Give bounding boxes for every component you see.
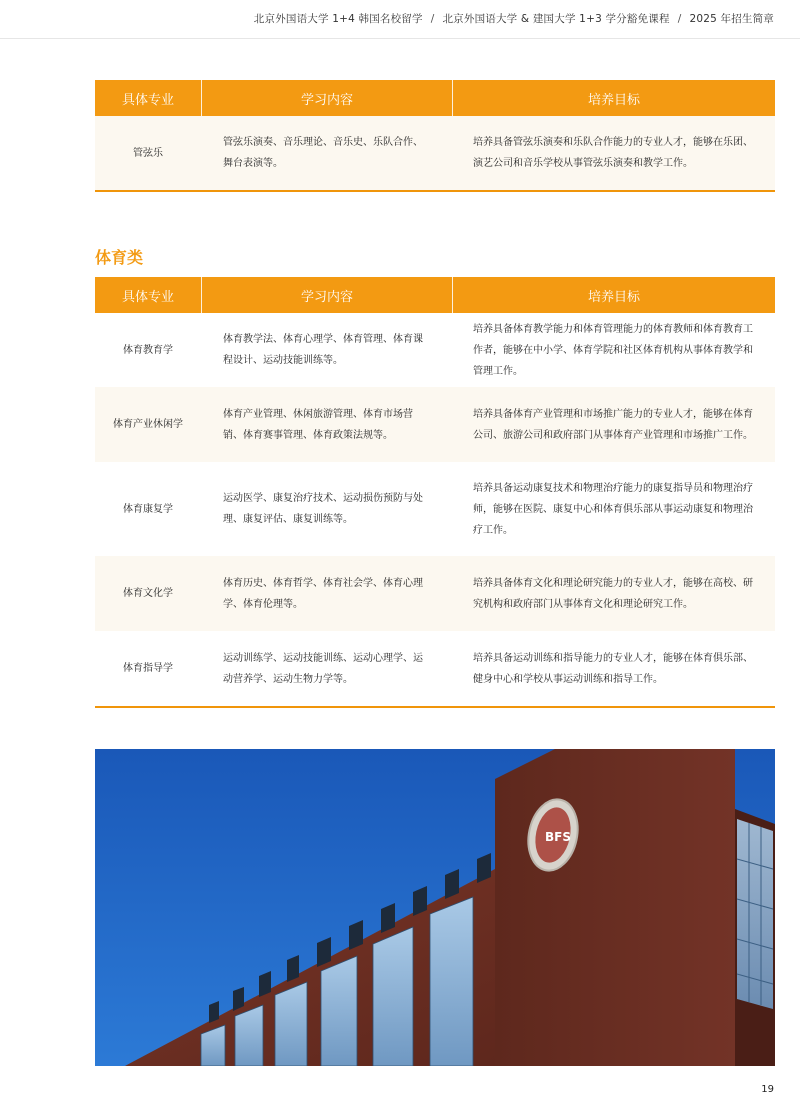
- section-title: 体育类: [95, 248, 144, 267]
- training-goal: 培养具备体育产业管理和市场推广能力的专业人才，能够在体育公司、旅游公司和政府部门从事体育产业管理和市场推广工作。: [473, 408, 753, 441]
- header-program-1: 北京外国语大学 1+4 韩国名校留学: [253, 13, 423, 25]
- major-name: 管弦乐: [133, 147, 163, 159]
- training-goal: 培养具备体育文化和理论研究能力的专业人才，能够在高校、研究机构和政府部门从事体育文化和理论研究工作。: [473, 577, 753, 610]
- major-name: 体育文化学: [123, 588, 173, 599]
- header-brochure-title: 2025 年招生简章: [689, 13, 774, 25]
- column-header-major: 具体专业: [121, 289, 174, 305]
- table-row: [95, 556, 775, 631]
- column-header-goal: 培养目标: [452, 277, 775, 313]
- column-header-content: 学习内容: [201, 80, 452, 116]
- study-content: 运动训练学、运动技能训练、运动心理学、运动营养学、运动生物力学等。: [223, 652, 423, 685]
- major-name: 体育教育学: [123, 344, 173, 356]
- header-separator: /: [430, 13, 435, 25]
- column-header-goal: 培养目标: [452, 80, 775, 116]
- header-separator: /: [677, 13, 682, 25]
- table-header: [95, 80, 775, 116]
- study-content: 体育产业管理、休闲旅游管理、体育市场营销、体育赛事管理、体育政策法规等。: [223, 408, 413, 441]
- header-breadcrumb: [254, 11, 774, 26]
- training-goal: 培养具备运动康复技术和物理治疗能力的康复指导员和物理治疗师，能够在医院、康复中心和体育俱乐部从事运动康复和物理治疗工作。: [473, 482, 753, 536]
- training-goal: 培养具备运动训练和指导能力的专业人才，能够在体育俱乐部、健身中心和学校从事运动训练和指导工作。: [473, 652, 753, 685]
- emblem-text: BFS: [545, 830, 571, 844]
- campus-building-illustration: [95, 749, 775, 1066]
- major-name: 体育指导学: [123, 663, 173, 674]
- page-header: [0, 0, 800, 39]
- study-content: 管弦乐演奏、音乐理论、音乐史、乐队合作、舞台表演等。: [223, 137, 423, 169]
- column-header-major: 具体专业: [121, 92, 174, 108]
- table-row: [95, 462, 775, 556]
- music-major-table: [95, 80, 775, 192]
- column-header-content: 学习内容: [201, 277, 452, 313]
- table-row: [95, 116, 775, 190]
- campus-building-photo: [95, 749, 775, 1066]
- table-row: [95, 313, 775, 387]
- study-content: 体育历史、体育哲学、体育社会学、体育心理学、体育伦理等。: [223, 577, 423, 610]
- training-goal: 培养具备管弦乐演奏和乐队合作能力的专业人才，能够在乐团、演艺公司和音乐学校从事管弦乐演奏和教学工作。: [473, 137, 753, 169]
- table-header: [95, 277, 775, 313]
- page-number: 19: [761, 1084, 774, 1095]
- header-program-2: 北京外国语大学 & 建国大学 1+3 学分豁免课程: [442, 13, 670, 25]
- study-content: 运动医学、康复治疗技术、运动损伤预防与处理、康复评估、康复训练等。: [223, 493, 423, 525]
- study-content: 体育教学法、体育心理学、体育管理、体育课程设计、运动技能训练等。: [223, 334, 423, 366]
- table-row: [95, 387, 775, 462]
- sports-major-table: [95, 277, 775, 708]
- major-name: 体育产业休闲学: [113, 419, 183, 430]
- training-goal: 培养具备体育教学能力和体育管理能力的体育教师和体育教育工作者，能够在中小学、体育学院和社区体育机构从事体育教学和管理工作。: [473, 323, 753, 377]
- major-name: 体育康复学: [123, 503, 173, 515]
- table-row: [95, 631, 775, 706]
